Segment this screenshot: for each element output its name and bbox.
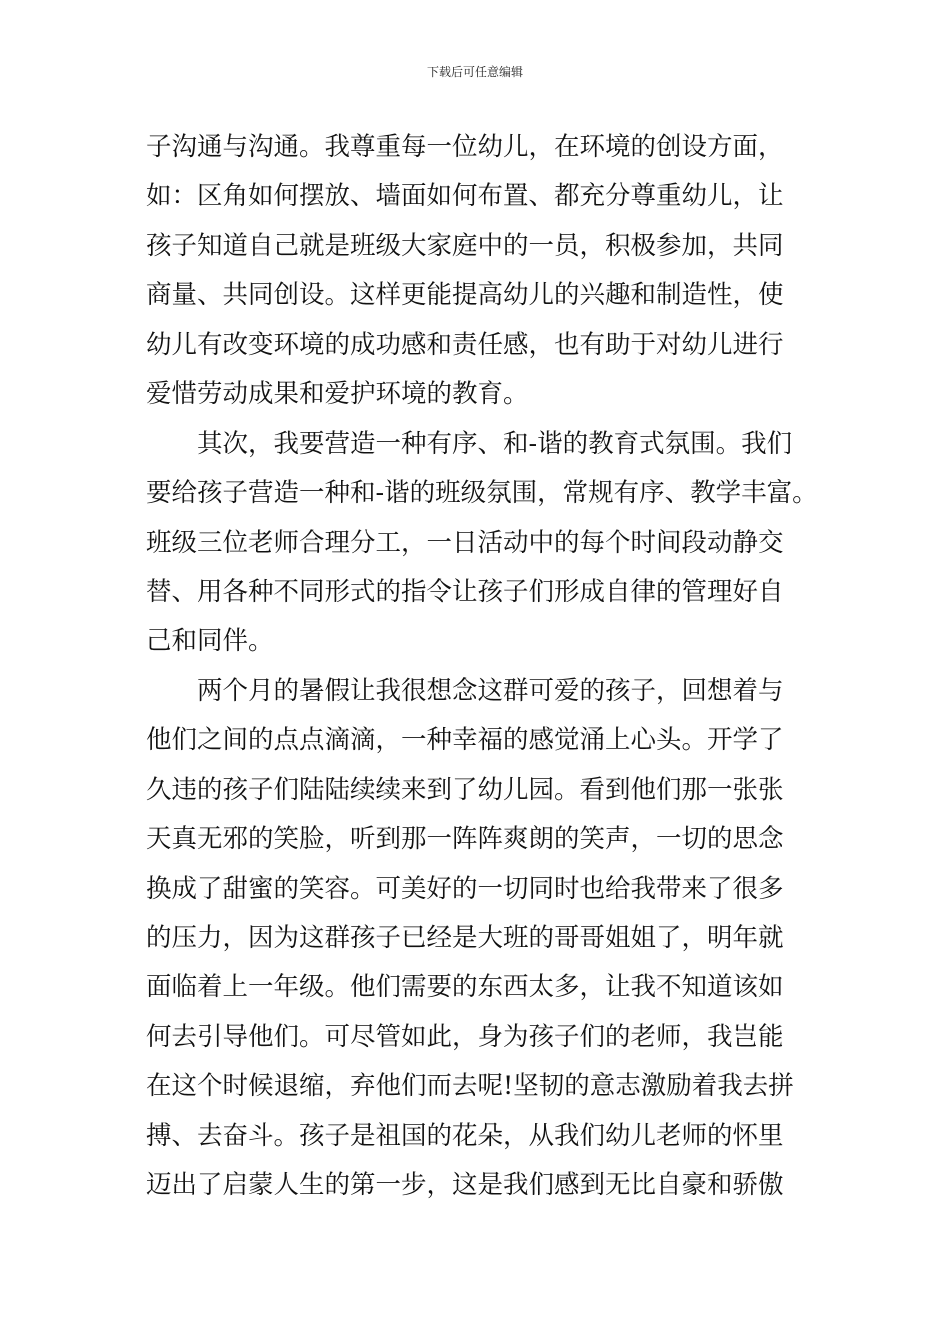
text-line: 爱惜劳动成果和爱护环境的教育。 (146, 379, 529, 410)
text-line: 幼儿有改变环境的成功感和责任感，也有助于对幼儿进行 (146, 329, 784, 360)
text-line: 搏、去奋斗。孩子是祖国的花朵，从我们幼儿老师的怀里 (146, 1120, 784, 1151)
text-line: 换成了甜蜜的笑容。可美好的一切同时也给我带来了很多 (146, 873, 784, 904)
text-line: 的压力，因为这群孩子已经是大班的哥哥姐姐了，明年就 (146, 923, 784, 953)
paragraph-3 (146, 667, 846, 1211)
text-line: 如：区角如何摆放、墙面如何布置、都充分尊重幼儿，让 (146, 181, 784, 212)
text-line: 要给孩子营造一种和-谐的班级氛围，常规有序、教学丰富。 (146, 478, 818, 509)
text-line: 其次，我要营造一种有序、和-谐的教育式氛围。我们 (197, 428, 793, 459)
text-line: 班级三位老师合理分工，一日活动中的每个时间段动静交 (146, 527, 784, 558)
text-line: 天真无邪的笑脸，听到那一阵阵爽朗的笑声，一切的思念 (146, 824, 784, 855)
text-line: 商量、共同创设。这样更能提高幼儿的兴趣和制造性，使 (146, 280, 784, 311)
text-line: 孩子知道自己就是班级大家庭中的一员，积极参加，共同 (146, 230, 784, 261)
text-line: 己和同伴。 (146, 626, 274, 657)
text-line: 面临着上一年级。他们需要的东西太多，让我不知道该如 (146, 972, 784, 1003)
text-line: 他们之间的点点滴滴，一种幸福的感觉涌上心头。开学了 (146, 725, 784, 756)
paragraph-2 (146, 420, 846, 667)
text-line: 何去引导他们。可尽管如此，身为孩子们的老师，我岂能 (146, 1021, 784, 1052)
document-body (146, 123, 846, 1211)
text-line: 子沟通与沟通。我尊重每一位幼儿，在环境的创设方面， (146, 132, 784, 162)
page-header: 下载后可任意编辑 (426, 65, 523, 79)
text-line: 在这个时候退缩，弃他们而去呢!坚韧的意志激励着我去拼 (146, 1071, 794, 1102)
paragraph-1 (146, 123, 846, 420)
text-line: 替、用各种不同形式的指令让孩子们形成自律的管理好自 (146, 576, 784, 607)
text-line: 久违的孩子们陆陆续续来到了幼儿园。看到他们那一张张 (146, 774, 784, 805)
text-line: 迈出了启蒙人生的第一步，这是我们感到无比自豪和骄傲 (146, 1170, 784, 1201)
text-line: 两个月的暑假让我很想念这群可爱的孩子，回想着与 (197, 675, 784, 706)
